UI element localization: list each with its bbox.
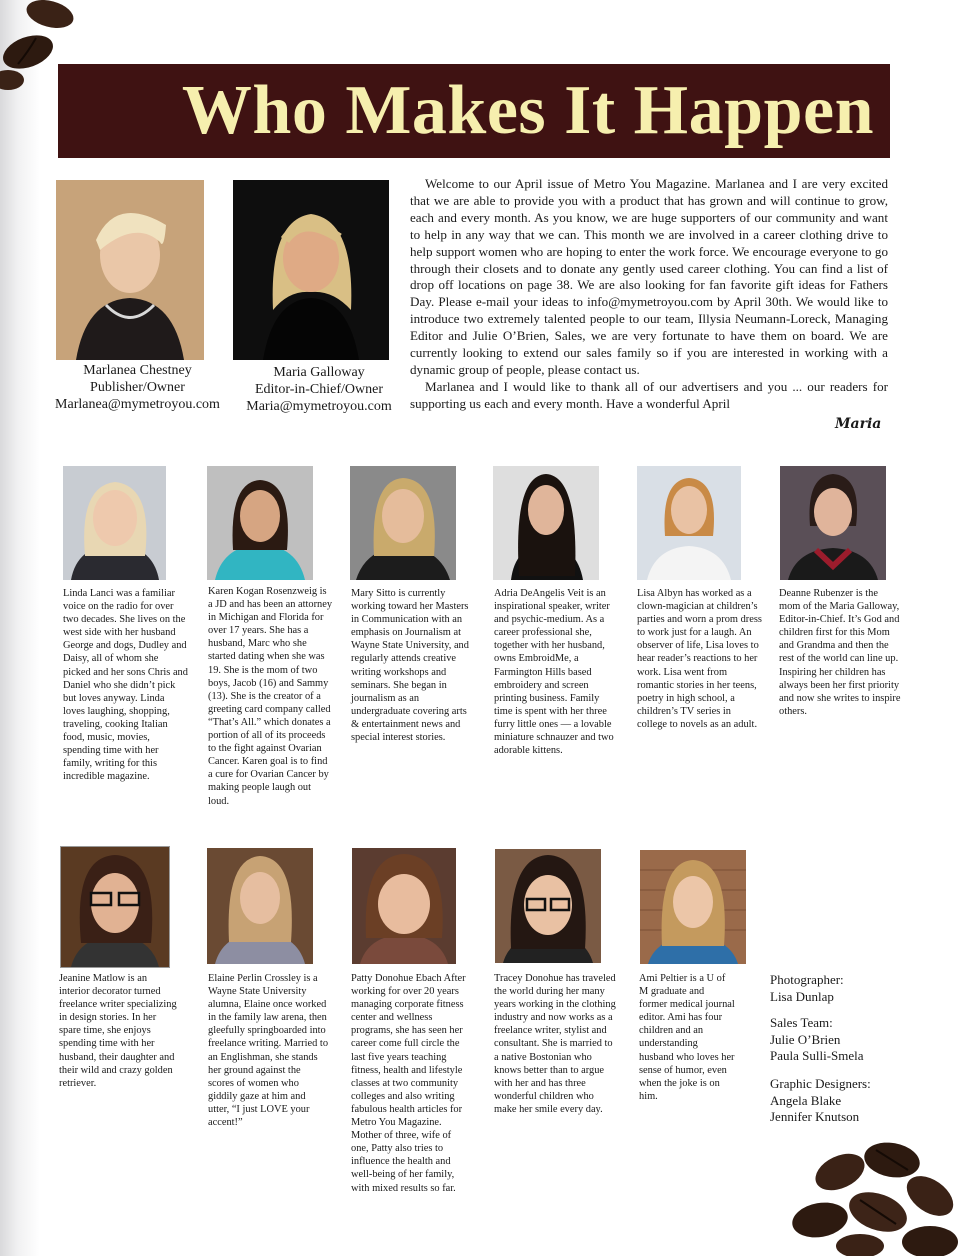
bio-karen-kogan-rosenzweig: Karen Kogan Rosenzweig is a JD and has been an attorney in Michigan and Florida for over 17 years. She has a husband, Marc who she started dating when she was 19. She is the mom of two boys, Jacob (16) and Sammy (13). She is the creator of a greeting card company called “That’s All.” which donates a portion of all of its proceeds to the fight against Ovarian Cancer. Karen goal is to find a cure for Ovarian Cancer by making people laugh out loud. [208,586,333,807]
sales-name: Julie O’Brien [770,1031,841,1047]
photo-maria-galloway [233,180,389,360]
owner-email[interactable]: Marlanea@mymetroyou.com [55,397,220,412]
photo-karen-kogan-rosenzweig [207,466,313,580]
bio-patty-donohue-ebach: Patty Donohue Ebach After working for over 20 years managing corporate fitness center and wellness programs, she has seen her career come full circle the last five years teaching fitness, health and lifestyle classes at two community colleges and also writing fabulous health articles for Metro You Magazine. Mother of three, wife of one, Patty also tries to influence the health and well-being of her family, with mixed results so far. [351,973,466,1194]
page-title: Who Makes It Happen [181,72,874,149]
photo-mary-sitto [350,466,456,580]
bio-ami-peltier: Ami Peltier is a U of M graduate and former medical journal editor. Ami has four children and an understanding husband who loves her sense of humor, even when the joke is on him. [639,973,735,1102]
photo-linda-lanci [63,466,166,580]
photo-lisa-albyn [637,466,741,580]
photo-deanne-rubenzer [780,466,886,580]
owner-caption-1 [40,362,235,413]
welcome-paragraph: Welcome to our April issue of Metro You Magazine. Marlanea and I are very excited that we are able to provide you with a product that has grown and will continue to grow, each and every month. As you know, we are huge supporters of our community and want to help in any way that we can. This month we are involved in a career clothing drive to help support women who are hoping to enter the work force. We encourage everyone to go through their closets and to donate any gently used career clothing. You can find a list of drop off locations on page 38. We are also looking for fan favorite gift ideas for Fathers Day. Please e-mail your ideas to info@mymetroyou.com by April 30th. We would like to introduce two extremely talented people to our team, Illysia Neumann-Loreck, Managing Editor and Julie O’Brien, Sales, we are very fortunate to have them on board. We are currently looking to extend our sales family so if you are interested in working with a dynamic group of people, please contact us. [410,176,888,377]
photo-ami-peltier [640,850,746,964]
photo-marlanea-chestney [56,180,204,360]
staff-sales [770,1015,864,1065]
photographer-label: Photographer: [770,972,844,987]
photo-elaine-perlin-crossley [207,848,313,964]
bio-jeanine-matlow: Jeanine Matlow is an interior decorator turned freelance writer specializing in design stories. In her spare time, she enjoys spending time with her husband, their daughter and their wild and crazy golden retriever. [59,973,177,1089]
bio-linda-lanci: Linda Lanci was a familiar voice on the radio for over two decades. She lives on the west side with her husband George and dogs, Dudley and Daisy, all of whom she picked and her sons Chris and Daniel who she didn’t pick but loves anyway. Linda loves laughing, shopping, traveling, cooking Italian food, music, movies, spending time with her family, writing for this incredible magazine. [63,588,188,783]
designer-name: Angela Blake [770,1092,842,1108]
bio-deanne-rubenzer: Deanne Rubenzer is the mom of the Maria Galloway, Editor-in-Chief. It’s God and children first for this Mom and Grandma and then the rest of the world can line up. Inspiring her children has always been her first priority and now she writes to inspire others. [779,588,901,717]
bio-adria-deangelis-veit: Adria DeAngelis Veit is an inspirational speaker, writer and psychic-medium. As a career professional she, together with her husband, owns EmbroidMe, a Farmington Hills based embroidery and screen printing business. Family time is spent with her three furry little ones — a lovable miniature schnauzer and two adorable kittens. [494,588,614,757]
bio-elaine-perlin-crossley: Elaine Perlin Crossley is a Wayne State University alumna, Elaine once worked in the family law arena, then gleefully springboarded into freelance writing. Married to an Englishman, she stands her ground against the scores of women who giddily gaze at him and utter, “I just LOVE your accent!” [208,973,329,1129]
sales-name: Paula Sulli-Smela [770,1048,864,1063]
photo-jeanine-matlow [60,846,170,968]
bio-lisa-albyn: Lisa Albyn has worked as a clown-magician at children’s parties and worn a prom dress to work just for a laugh. An observer of life, Lisa loves to hear reader’s reactions to her work. Lisa went from romantic stories in her teens, poetry in high school, a children’s TV series in college to novels as an adult. [637,588,762,730]
coffee-beans-bottom-right [780,1130,960,1256]
photographer-name: Lisa Dunlap [770,988,834,1004]
welcome-paragraph: Marlanea and I would like to thank all of our advertisers and you ... our readers for supporting us each and every month. Have a wonderful April [410,378,888,411]
owner-name: Maria Galloway [273,365,365,380]
owner-caption-2 [236,364,402,415]
owner-role: Editor-in-Chief/Owner [254,382,384,397]
welcome-letter [410,176,888,413]
owner-role: Publisher/Owner [90,380,185,395]
photo-patty-donohue-ebach [352,848,456,964]
designer-name: Jennifer Knutson [770,1109,860,1124]
staff-designers [770,1076,871,1126]
photo-tracey-donohue [495,849,601,963]
staff-photographer [770,972,844,1005]
title-banner [58,64,890,158]
bio-tracey-donohue: Tracey Donohue has traveled the world during her many years working in the clothing industry and now works as a freelance writer, stylist and consultant. She is married to a native Bostonian who knows better than to argue with her and has three wonderful children who make her smile every day. [494,973,616,1115]
owner-email[interactable]: Maria@mymetroyou.com [246,399,392,414]
signature: Maria [835,416,882,432]
sales-label: Sales Team: [770,1015,833,1030]
design-label: Graphic Designers: [770,1076,871,1091]
owner-name: Marlanea Chestney [83,363,192,378]
bio-mary-sitto: Mary Sitto is currently working toward her Masters in Communication with an emphasis on Journalism at Wayne State University, and regularly attends creative writing workshops and seminars. She began in journalism as an undergraduate covering arts & entertainment news and special interest stories. [351,588,469,744]
photo-adria-deangelis-veit [493,466,599,580]
